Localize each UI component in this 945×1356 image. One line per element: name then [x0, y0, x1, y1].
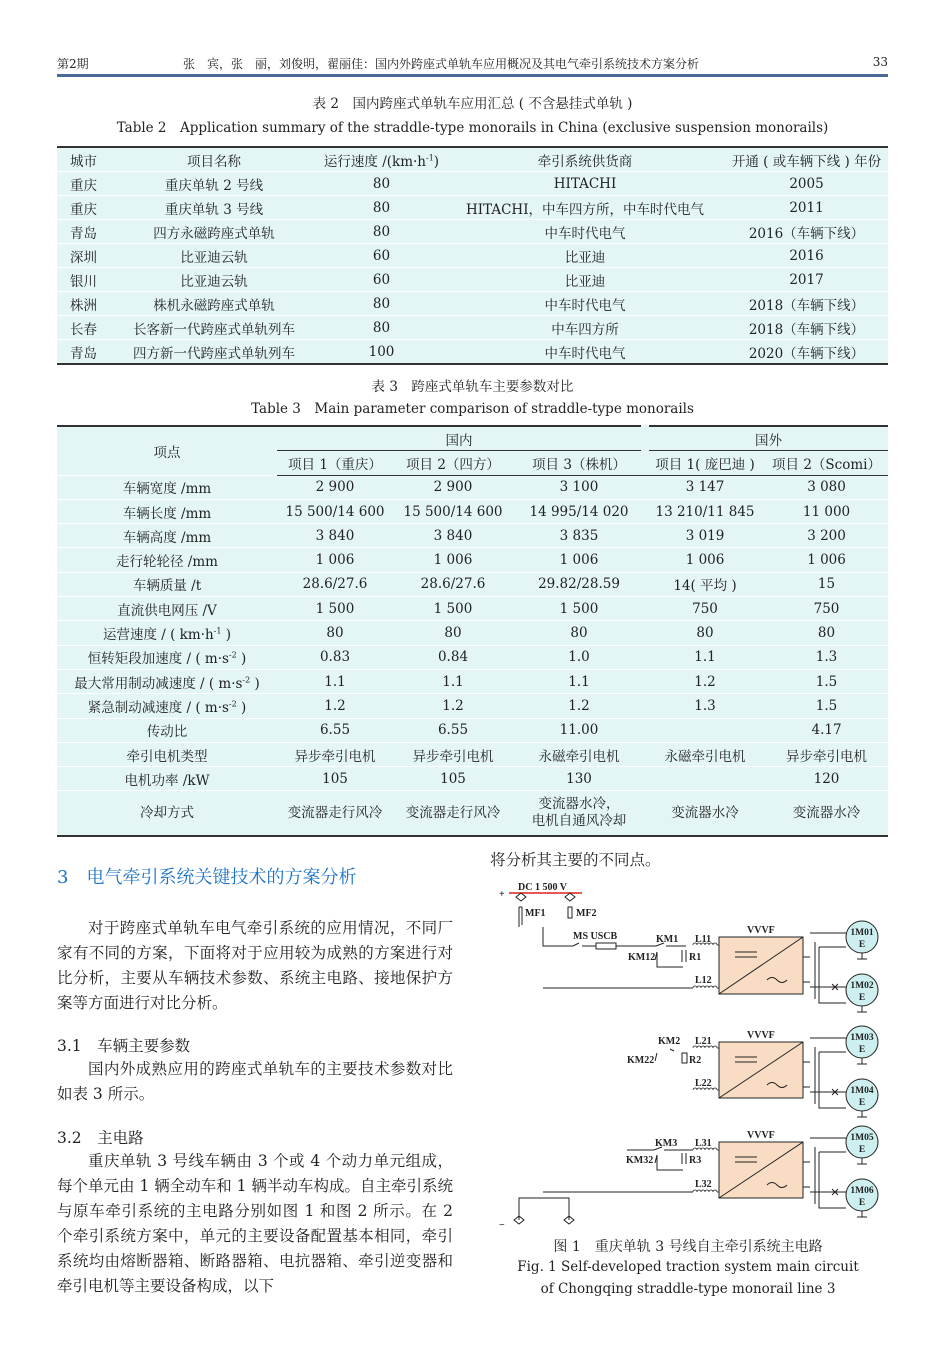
cell: 750 [645, 597, 765, 621]
cell: 60 [318, 268, 445, 292]
cell: 100 [318, 340, 445, 365]
cell: HITACHI [445, 172, 725, 196]
cell: 1 006 [393, 548, 513, 572]
section-paragraph: 对于跨座式单轨车电气牵引系统的应用情况，不同厂家有不同的方案，下面将对于应用较为成熟的方案进行对比分析，主要从车辆技术参数、系统主电路、接地保护方案等方面进行对比分析。 [57, 919, 453, 1012]
cell: 80 [318, 196, 445, 220]
cell: 2020（车辆下线） [725, 340, 888, 365]
cell: 13 210/11 845 [645, 499, 765, 523]
cell: 1.2 [645, 669, 765, 693]
cell: 永磁牵引电机 [513, 742, 645, 766]
cell: 中车时代电气 [445, 220, 725, 244]
cell: 80 [513, 621, 645, 645]
table2-caption-en: Table 2 Application summary of the straddle-type monorails in China (exclusive suspension monorails) [116, 120, 829, 136]
col-header: 牵引系统供货商 [445, 147, 725, 172]
table3-caption-en: Table 3 Main parameter comparison of straddle-type monorails [251, 401, 694, 417]
cell: 长客新一代跨座式单轨列车 [110, 316, 318, 340]
motor-ground-label: E [858, 993, 866, 1003]
cell: 变流器水冷 [765, 791, 888, 837]
motor-ground-label: E [858, 1045, 866, 1055]
cell: 青岛 [57, 220, 110, 244]
cell: 14 995/14 020 [513, 499, 645, 523]
cell [645, 767, 765, 791]
motor-label: 1M01 [850, 928, 874, 938]
l11-label: L11 [695, 934, 712, 945]
row-label: 直流供电网压 /V [57, 597, 277, 621]
row-label: 车辆长度 /mm [57, 499, 277, 523]
r2-label: R2 [689, 1055, 702, 1066]
table2 [57, 146, 888, 365]
cell: 变流器水冷 [645, 791, 765, 837]
table-row [57, 718, 888, 742]
header-rule [57, 74, 888, 77]
cell: 15 500/14 600 [393, 499, 513, 523]
table-row [57, 292, 888, 316]
cell: 3 080 [765, 475, 888, 499]
cell: 银川 [57, 268, 110, 292]
cell: 3 840 [393, 524, 513, 548]
cell: 1 006 [277, 548, 393, 572]
table3-caption-cn: 表 3 跨座式单轨车主要参数对比 [371, 379, 574, 395]
cell: 异步牵引电机 [277, 742, 393, 766]
cell: 60 [318, 244, 445, 268]
cell: 14( 平均 ) [645, 572, 765, 596]
cell: 11.00 [513, 718, 645, 742]
cell: 750 [765, 597, 888, 621]
row-label: 冷却方式 [57, 791, 277, 837]
motor-label: 1M04 [850, 1086, 874, 1096]
subsection-paragraph-3-1: 国内外成熟应用的跨座式单轨车的主要技术参数对比如表 3 所示。 [57, 1060, 453, 1103]
vvvf-label: VVVF [747, 925, 775, 936]
cell: 1.5 [765, 694, 888, 718]
cell: 0.84 [393, 645, 513, 669]
cell: 80 [277, 621, 393, 645]
cell: 4.17 [765, 718, 888, 742]
cell: 80 [318, 220, 445, 244]
figure1-caption-en-1: Fig. 1 Self-developed traction system main circuit [517, 1259, 859, 1275]
cell: 3 835 [513, 524, 645, 548]
cell: 重庆 [57, 196, 110, 220]
km32-label: KM32 [626, 1155, 654, 1166]
cell: 2 900 [277, 475, 393, 499]
cell: 1.1 [393, 669, 513, 693]
cell: 四方永磁跨座式单轨 [110, 220, 318, 244]
col-header: 开通 ( 或车辆下线 ) 年份 [725, 147, 888, 172]
minus-sign: − [499, 1220, 505, 1230]
motor-ground-label: E [858, 1198, 866, 1208]
table-row [57, 572, 888, 596]
cell: 6.55 [277, 718, 393, 742]
cell: 1.1 [645, 645, 765, 669]
inverter-group [719, 921, 878, 1012]
table2-header-row [57, 147, 888, 172]
table-row [57, 645, 888, 669]
cell: 1.5 [765, 669, 888, 693]
col-header: 项目名称 [110, 147, 318, 172]
cell: 3 100 [513, 475, 645, 499]
table2-caption-cn: 表 2 国内跨座式单轨车应用汇总 ( 不含悬挂式单轨 ) [312, 96, 633, 112]
traction-motor [846, 1126, 878, 1164]
row-label: 电机功率 /kW [57, 767, 277, 791]
row-label: 恒转矩段加速度 / ( $m\cdot s^{-2}$ ) [57, 645, 277, 669]
cell: 80 [318, 172, 445, 196]
sub-header: 项目 1( 庞巴迪 ) [645, 451, 765, 475]
cell: 2005 [725, 172, 888, 196]
group-domestic: 国内 [277, 426, 645, 451]
traction-motor [846, 974, 878, 1012]
table-row [57, 742, 888, 766]
cell: 80 [765, 621, 888, 645]
row-label: 最大常用制动减速度 / ( $m\cdot s^{-2}$ ) [57, 669, 277, 693]
wiring [543, 1049, 693, 1192]
group-foreign: 国外 [645, 426, 888, 451]
cell: 比亚迪云轨 [110, 268, 318, 292]
cell: 1 500 [513, 597, 645, 621]
dc-label: DC 1 500 V [518, 882, 567, 893]
cell: 2018（车辆下线） [725, 316, 888, 340]
table-row [57, 340, 888, 365]
km22-label: KM22 [627, 1055, 655, 1066]
sub-header: 项目 2（四方） [393, 451, 513, 475]
cell: 3 840 [277, 524, 393, 548]
motor-label: 1M02 [850, 981, 874, 991]
km3-label: KM3 [655, 1138, 678, 1149]
ms-uscb-label: MS USCB [573, 931, 618, 942]
row-label: 紧急制动减速度 / ( $m\cdot s^{-2}$ ) [57, 694, 277, 718]
cell: 变流器走行风冷 [393, 791, 513, 837]
cell: 120 [765, 767, 888, 791]
table3 [57, 425, 888, 837]
precharge-branch-1 [655, 950, 686, 967]
km12-label: KM12 [628, 952, 656, 963]
cell: 105 [393, 767, 513, 791]
motor-label: 1M03 [850, 1033, 874, 1043]
cell: 3 147 [645, 475, 765, 499]
cell: 1.1 [277, 669, 393, 693]
inverter-group [719, 1126, 878, 1217]
cell: 2016 [725, 244, 888, 268]
table-row [57, 172, 888, 196]
table-row [57, 621, 888, 645]
l21-label: L21 [695, 1036, 712, 1047]
motor-ground-label: E [858, 1145, 866, 1155]
cell: 比亚迪云轨 [110, 244, 318, 268]
inductor-icon [693, 986, 717, 988]
sub-header: 项目 2（Scomi） [765, 451, 888, 475]
table-row [57, 548, 888, 572]
table-row [57, 220, 888, 244]
cell: 29.82/28.59 [513, 572, 645, 596]
traction-motor [846, 1079, 878, 1117]
table-row [57, 499, 888, 523]
cell: 长春 [57, 316, 110, 340]
col-header: 城市 [57, 147, 110, 172]
fuse-mf1 [519, 907, 522, 927]
cell: 80 [645, 621, 765, 645]
negative-terminals [514, 1216, 574, 1224]
cell: 青岛 [57, 340, 110, 365]
motor-ground-label: E [858, 1098, 866, 1108]
row-label: 车辆高度 /mm [57, 524, 277, 548]
row-label: 牵引电机类型 [57, 742, 277, 766]
sub-header: 项目 3（株机） [513, 451, 645, 475]
cell: 1.2 [277, 694, 393, 718]
cell: 变流器水冷， 电机自通风冷却 [513, 791, 645, 837]
l32-label: L32 [695, 1179, 712, 1190]
cell: 1 006 [765, 548, 888, 572]
row-label: 传动比 [57, 718, 277, 742]
col-header: 运行速度 $/(km\cdot h^{-1})$ [318, 147, 445, 172]
table-row [57, 597, 888, 621]
row-label: 走行轮轮径 /mm [57, 548, 277, 572]
cell: 异步牵引电机 [765, 742, 888, 766]
cell [645, 718, 765, 742]
negative-return [519, 1198, 569, 1220]
terminal-diamonds [516, 893, 575, 901]
inductor-icon [693, 1190, 717, 1192]
mf2-label: MF2 [576, 908, 597, 919]
motor-label: 1M06 [850, 1186, 874, 1196]
cell: 0.83 [277, 645, 393, 669]
l31-label: L31 [695, 1138, 712, 1149]
cell: 重庆单轨 3 号线 [110, 196, 318, 220]
cell: 1 006 [513, 548, 645, 572]
cell: 1.0 [513, 645, 645, 669]
inverter-group [719, 1026, 878, 1117]
figure1-caption-en-2: of Chongqing straddle-type monorail line 3 [540, 1281, 836, 1297]
cell: 80 [393, 621, 513, 645]
cell: 株洲 [57, 292, 110, 316]
motor-ground-label: E [858, 940, 866, 950]
r1-label: R1 [689, 952, 702, 963]
cell: 6.55 [393, 718, 513, 742]
cell: 2018（车辆下线） [725, 292, 888, 316]
subsection-heading-3-2: 3.2 主电路 [57, 1129, 144, 1147]
vvvf-label: VVVF [747, 1130, 775, 1141]
r3-label: R3 [689, 1155, 702, 1166]
figure1-caption-cn: 图 1 重庆单轨 3 号线自主牵引系统主电路 [553, 1239, 823, 1255]
cell: 中车时代电气 [445, 340, 725, 365]
row-label: 车辆质量 /t [57, 572, 277, 596]
issue-number: 第2期 [57, 57, 89, 71]
km1-label: KM1 [656, 934, 679, 945]
cell: HITACHI，中车四方所，中车时代电气 [445, 196, 725, 220]
cell: 80 [318, 316, 445, 340]
cell: 1.2 [393, 694, 513, 718]
table-row [57, 669, 888, 693]
sub-header: 项目 1（重庆） [277, 451, 393, 475]
cell: 重庆单轨 2 号线 [110, 172, 318, 196]
cell: 3 019 [645, 524, 765, 548]
item-header: 项点 [57, 426, 277, 475]
cell: 永磁牵引电机 [645, 742, 765, 766]
right-column-text: 将分析其主要的不同点。 [490, 851, 661, 869]
table3-group-row [57, 426, 888, 451]
resistor-r2 [682, 1053, 687, 1063]
mf1-label: MF1 [525, 908, 546, 919]
cell: 2 900 [393, 475, 513, 499]
row-label: 运营速度 / ( $km\cdot h^{-1}$ ) [57, 621, 277, 645]
motor-label: 1M05 [850, 1133, 874, 1143]
cell: 变流器走行风冷 [277, 791, 393, 837]
plus-sign: + [499, 889, 505, 900]
subsection-heading-3-1: 3.1 车辆主要参数 [57, 1037, 191, 1055]
cell: 105 [277, 767, 393, 791]
running-title: 张 宾，张 丽，刘俊明，翟丽佳：国内外跨座式单轨车应用概况及其电气牵引系统技术方案分析 [183, 57, 700, 71]
l12-label: L12 [695, 975, 712, 986]
subsection-paragraph-3-2: 重庆单轨 3 号线车辆由 3 个或 4 个动力单元组成，每个单元由 1 辆全动车和 1 辆半动车构成。自主牵引系统与原车牵引系统的主电路分别如图 1 和图 2 所示。在 2 个牵引系统方案中，单元的主要设备配置基本相同，牵引系统均由熔断器箱、断路器箱、电抗器箱、牵引逆变器和牵引电机等主要设备构成，以下 [57, 1152, 453, 1295]
table-row [57, 316, 888, 340]
cell: 比亚迪 [445, 244, 725, 268]
cell: 株机永磁跨座式单轨 [110, 292, 318, 316]
table-row [57, 196, 888, 220]
cell: 1 500 [393, 597, 513, 621]
cell: 2017 [725, 268, 888, 292]
cell: 深圳 [57, 244, 110, 268]
cell: 15 500/14 600 [277, 499, 393, 523]
section-heading: 3 电气牵引系统关键技术的方案分析 [57, 867, 357, 888]
cell: 3 200 [765, 524, 888, 548]
cell: 2016（车辆下线） [725, 220, 888, 244]
cell: 28.6/27.6 [277, 572, 393, 596]
cell: 15 [765, 572, 888, 596]
table-row [57, 767, 888, 791]
fuse-mf2 [568, 907, 572, 918]
cell: 1.2 [513, 694, 645, 718]
cell: 28.6/27.6 [393, 572, 513, 596]
cell: 四方新一代跨座式单轨列车 [110, 340, 318, 365]
cell: 2011 [725, 196, 888, 220]
table-row [57, 475, 888, 499]
cell: 1 500 [277, 597, 393, 621]
cell: 异步牵引电机 [393, 742, 513, 766]
cell: 11 000 [765, 499, 888, 523]
cell: 80 [318, 292, 445, 316]
vvvf-label: VVVF [747, 1030, 775, 1041]
cell: 1.1 [513, 669, 645, 693]
cell: 中车四方所 [445, 316, 725, 340]
traction-motor [846, 1179, 878, 1217]
table-row [57, 268, 888, 292]
cell: 130 [513, 767, 645, 791]
traction-motor [846, 1026, 878, 1064]
page-number: 33 [872, 55, 888, 69]
l22-label: L22 [695, 1078, 712, 1089]
cell: 1.3 [645, 694, 765, 718]
table-row [57, 244, 888, 268]
row-label: 车辆宽度 /mm [57, 475, 277, 499]
traction-motor [846, 921, 878, 959]
table-row [57, 524, 888, 548]
cell: 1 006 [645, 548, 765, 572]
cell: 1.3 [765, 645, 888, 669]
figure1-circuit-diagram [490, 870, 890, 1230]
cell: 中车时代电气 [445, 292, 725, 316]
km2-label: KM2 [658, 1036, 681, 1047]
table-row-cooling [57, 791, 888, 837]
cell: 比亚迪 [445, 268, 725, 292]
cell: 重庆 [57, 172, 110, 196]
table-row [57, 694, 888, 718]
